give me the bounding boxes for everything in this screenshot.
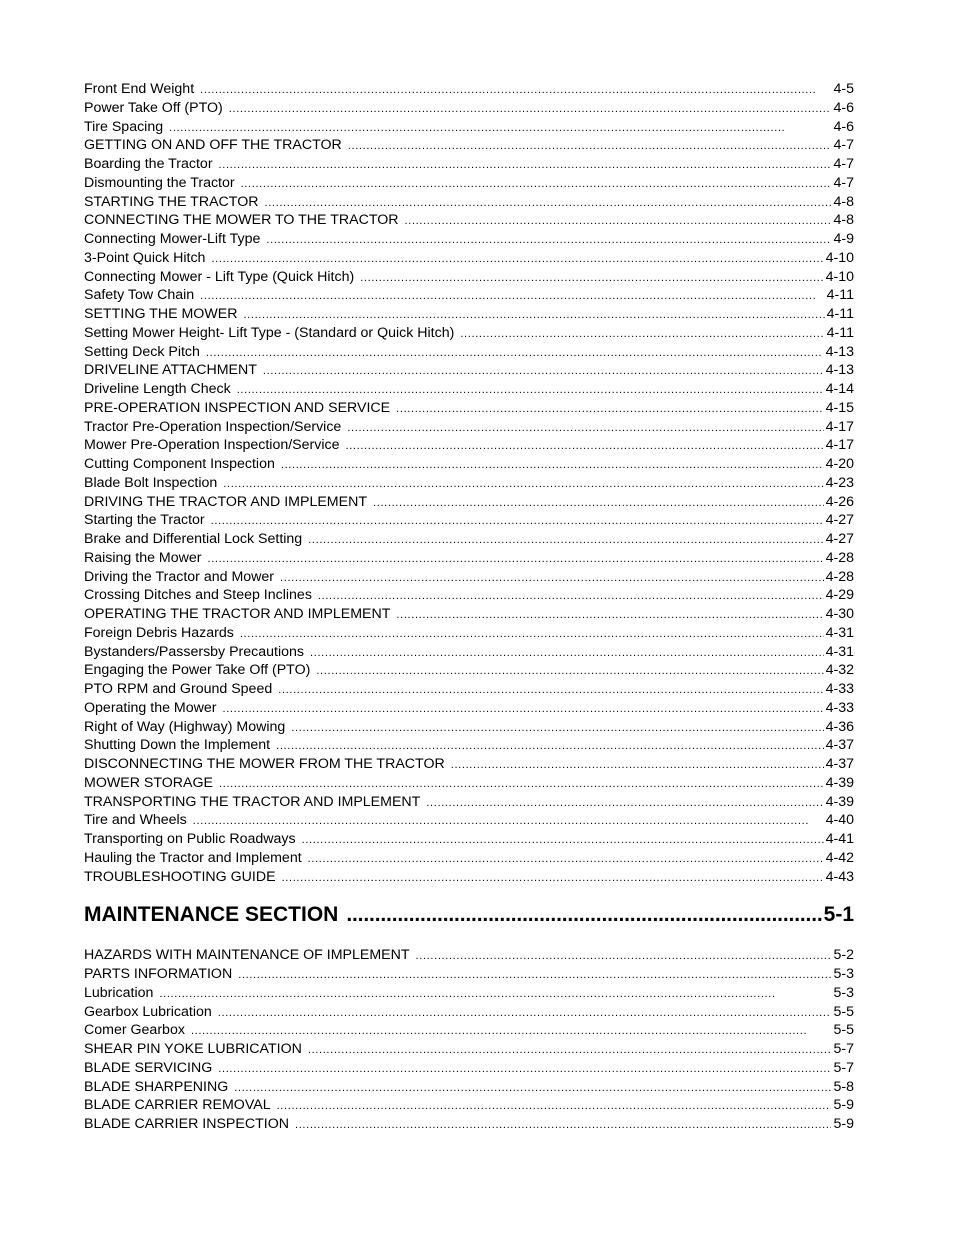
toc-entry-page-number: 4-13 <box>825 343 854 360</box>
toc-entry-page-number: 5-7 <box>833 1059 854 1076</box>
toc-entry-title: TROUBLESHOOTING GUIDE <box>84 868 276 885</box>
dot-leader <box>302 831 824 850</box>
dot-leader <box>193 812 824 831</box>
toc-entry-page-number: 4-7 <box>833 174 854 191</box>
toc-entry-title: Bystanders/Passersby Precautions <box>84 643 305 660</box>
dot-leader <box>451 756 824 775</box>
section-title: MAINTENANCE SECTION <box>84 903 339 927</box>
dot-leader <box>223 475 823 494</box>
dot-leader <box>282 869 824 888</box>
toc-entry-title: CONNECTING THE MOWER TO THE TRACTOR <box>84 212 399 229</box>
toc-entry-page-number: 4-37 <box>825 756 854 772</box>
toc-entry-page-number: 4-28 <box>825 568 854 585</box>
toc-entry-title: DISCONNECTING THE MOWER FROM THE TRACTOR <box>84 756 445 772</box>
toc-entry-page-number: 4-10 <box>825 249 854 266</box>
dot-leader <box>308 1041 832 1060</box>
toc-entry-title: Safety Tow Chain <box>84 287 195 304</box>
dot-leader <box>218 1004 832 1023</box>
toc-entry-title: Tractor Pre-Operation Inspection/Service <box>84 418 342 435</box>
toc-entry-title: Tire and Wheels <box>84 812 187 829</box>
toc-entry-title: BLADE CARRIER REMOVAL <box>84 1097 271 1114</box>
toc-entry-page-number: 4-11 <box>826 324 854 341</box>
toc-entry-page-number: 4-36 <box>825 718 854 735</box>
toc-entry-title: OPERATING THE TRACTOR AND IMPLEMENT <box>84 606 391 622</box>
toc-entry-page-number: 4-13 <box>825 362 854 379</box>
toc-entry-page-number: 4-6 <box>833 118 854 135</box>
toc-entry[interactable] <box>84 230 854 249</box>
toc-entry-title: Connecting Mower-Lift Type <box>84 231 261 247</box>
toc-entry[interactable] <box>84 755 854 774</box>
dot-leader <box>219 775 824 794</box>
dot-leader <box>263 362 824 381</box>
toc-entry-title: Foreign Debris Hazards <box>84 624 234 641</box>
toc-entry-page-number: 4-31 <box>825 624 854 641</box>
toc-entry[interactable] <box>84 118 854 137</box>
toc-entry-page-number: 4-6 <box>833 99 854 116</box>
toc-entry-page-number: 4-27 <box>825 531 854 547</box>
toc-entry-page-number: 4-20 <box>825 456 854 472</box>
toc-entry-title: Right of Way (Highway) Mowing <box>84 718 286 735</box>
toc-entry-title: PTO RPM and Ground Speed <box>84 681 273 697</box>
toc-entry[interactable] <box>84 811 854 830</box>
toc-entry-title: Dismounting the Tractor <box>84 174 235 191</box>
dot-leader <box>238 966 831 985</box>
toc-entry[interactable] <box>84 680 854 699</box>
toc-entry-title: Engaging the Power Take Off (PTO) <box>84 662 311 679</box>
toc-entry-title: Transporting on Public Roadways <box>84 831 296 847</box>
toc-entry[interactable] <box>84 530 854 549</box>
toc-entry-title: Boarding the Tractor <box>84 156 213 172</box>
dot-leader <box>348 137 832 156</box>
toc-entry-title: BLADE SERVICING <box>84 1059 213 1076</box>
toc-entry-title: Crossing Ditches and Steep Inclines <box>84 587 312 604</box>
toc-entry-title: Comer Gearbox <box>84 1022 185 1039</box>
toc-entry[interactable] <box>84 868 854 887</box>
toc-entry-page-number: 5-2 <box>833 947 854 964</box>
dot-leader <box>211 512 824 531</box>
toc-entry-page-number: 4-8 <box>833 193 854 210</box>
toc-entry-page-number: 4-14 <box>825 381 854 397</box>
toc-entry-page-number: 4-43 <box>825 868 854 885</box>
toc-entry-page-number: 4-9 <box>833 231 854 247</box>
dot-leader <box>264 194 831 213</box>
toc-entry-title: BLADE SHARPENING <box>84 1078 229 1095</box>
toc-entry-page-number: 4-7 <box>833 137 854 154</box>
toc-entry[interactable] <box>84 1040 854 1059</box>
toc-entry-title: PARTS INFORMATION <box>84 966 233 982</box>
dot-leader <box>347 419 823 438</box>
toc-entry-page-number: 4-42 <box>825 849 854 866</box>
dot-leader <box>222 700 823 719</box>
dot-leader <box>278 681 823 700</box>
dot-leader <box>234 1079 831 1098</box>
dot-leader <box>237 381 824 400</box>
toc-entry-title: Tire Spacing <box>84 118 164 135</box>
toc-entry-title: Lubrication <box>84 984 154 1001</box>
toc-entry-page-number: 4-27 <box>825 512 854 529</box>
toc-entry-title: Connecting Mower - Lift Type (Quick Hitch) <box>84 268 355 285</box>
toc-entry-page-number: 4-26 <box>825 493 854 510</box>
toc-entry-title: Starting the Tractor <box>84 512 205 529</box>
toc-entry[interactable] <box>84 984 854 1003</box>
dot-leader <box>169 119 831 138</box>
dot-leader <box>396 606 823 625</box>
toc-list-maintenance <box>84 946 854 1134</box>
toc-entry-title: Shutting Down the Implement <box>84 737 271 754</box>
toc-entry-title: Gearbox Lubrication <box>84 1003 212 1020</box>
dot-leader <box>405 212 832 231</box>
toc-entry[interactable] <box>84 493 854 512</box>
toc-entry[interactable] <box>84 511 854 530</box>
toc-entry[interactable] <box>84 661 854 680</box>
dot-leader <box>277 1097 832 1116</box>
dot-leader <box>308 531 823 550</box>
dot-leader <box>200 81 831 100</box>
dot-leader <box>346 437 824 456</box>
toc-entry-title: Setting Deck Pitch <box>84 343 200 360</box>
toc-entry[interactable] <box>84 605 854 624</box>
toc-entry[interactable] <box>84 793 854 812</box>
dot-leader <box>346 901 821 929</box>
toc-entry-page-number: 4-39 <box>825 774 854 791</box>
toc-entry-page-number: 4-17 <box>825 418 854 435</box>
section-page-number: 5-1 <box>823 903 854 927</box>
dot-leader <box>276 737 823 756</box>
toc-entry-page-number: 5-9 <box>833 1116 854 1132</box>
toc-entry-page-number: 4-11 <box>826 287 854 304</box>
dot-leader <box>360 269 823 288</box>
toc-entry[interactable] <box>84 305 854 324</box>
toc-entry[interactable] <box>84 736 854 755</box>
toc-entry[interactable] <box>84 568 854 587</box>
dot-leader <box>191 1022 832 1041</box>
toc-entry[interactable] <box>84 324 854 343</box>
toc-entry-page-number: 4-40 <box>825 812 854 829</box>
toc-entry-page-number: 4-39 <box>825 793 854 810</box>
toc-entry-title: Hauling the Tractor and Implement <box>84 849 302 866</box>
toc-entry-title: Power Take Off (PTO) <box>84 99 223 116</box>
toc-entry[interactable] <box>84 99 854 118</box>
toc-entry-page-number: 4-33 <box>825 681 854 697</box>
dot-leader <box>206 344 824 363</box>
toc-entry-page-number: 4-32 <box>825 662 854 679</box>
toc-entry[interactable] <box>84 361 854 380</box>
toc-entry-page-number: 4-33 <box>825 699 854 716</box>
toc-entry[interactable] <box>84 268 854 287</box>
toc-entry-title: Driveline Length Check <box>84 381 231 397</box>
toc-entry-page-number: 4-15 <box>825 399 854 416</box>
toc-entry-title: GETTING ON AND OFF THE TRACTOR <box>84 137 342 154</box>
dot-leader <box>159 985 831 1004</box>
dot-leader <box>219 156 832 175</box>
toc-entry[interactable] <box>84 643 854 662</box>
dot-leader <box>316 662 823 681</box>
toc-entry-title: BLADE CARRIER INSPECTION <box>84 1116 289 1132</box>
dot-leader <box>308 850 824 869</box>
toc-entry[interactable] <box>84 249 854 268</box>
toc-entry-title: STARTING THE TRACTOR <box>84 193 259 210</box>
toc-entry-title: Front End Weight <box>84 81 195 97</box>
dot-leader <box>416 947 832 966</box>
toc-entry-page-number: 4-5 <box>833 81 854 97</box>
toc-entry[interactable] <box>84 1115 854 1134</box>
toc-entry-page-number: 4-8 <box>833 212 854 229</box>
toc-entry-title: Operating the Mower <box>84 699 217 716</box>
dot-leader <box>229 100 832 119</box>
toc-entry[interactable] <box>84 399 854 418</box>
table-of-contents-page <box>84 80 854 1134</box>
dot-leader <box>240 625 824 644</box>
toc-entry-page-number: 5-9 <box>833 1097 854 1114</box>
toc-entry[interactable] <box>84 80 854 99</box>
toc-entry-page-number: 4-7 <box>833 156 854 172</box>
toc-entry[interactable] <box>84 549 854 568</box>
toc-entry[interactable] <box>84 1003 854 1022</box>
toc-entry-title: Brake and Differential Lock Setting <box>84 531 303 547</box>
maintenance-section-heading[interactable] <box>84 901 854 929</box>
dot-leader <box>396 400 823 419</box>
toc-entry[interactable] <box>84 774 854 793</box>
toc-list-operation <box>84 80 854 886</box>
dot-leader <box>241 175 832 194</box>
toc-entry[interactable] <box>84 286 854 305</box>
toc-entry-title: Mower Pre-Operation Inspection/Service <box>84 437 340 454</box>
toc-entry-page-number: 4-28 <box>825 549 854 566</box>
dot-leader <box>295 1116 832 1135</box>
toc-entry-page-number: 4-31 <box>825 643 854 660</box>
dot-leader <box>291 719 823 738</box>
toc-entry-page-number: 5-3 <box>833 966 854 982</box>
toc-entry-title: SETTING THE MOWER <box>84 306 238 322</box>
dot-leader <box>280 569 824 588</box>
toc-entry-page-number: 4-23 <box>825 474 854 491</box>
toc-entry[interactable] <box>84 946 854 965</box>
toc-entry-page-number: 4-37 <box>825 737 854 754</box>
toc-entry-title: PRE-OPERATION INSPECTION AND SERVICE <box>84 399 391 416</box>
toc-entry-page-number: 4-41 <box>825 831 854 847</box>
toc-entry-page-number: 4-10 <box>825 268 854 285</box>
toc-entry-title: HAZARDS WITH MAINTENANCE OF IMPLEMENT <box>84 947 410 964</box>
toc-entry-title: Cutting Component Inspection <box>84 456 275 472</box>
dot-leader <box>208 550 824 569</box>
toc-entry-page-number: 4-11 <box>826 306 854 322</box>
toc-entry-page-number: 5-3 <box>833 984 854 1001</box>
toc-entry[interactable] <box>84 1059 854 1078</box>
dot-leader <box>243 306 824 325</box>
toc-entry[interactable] <box>84 343 854 362</box>
toc-entry[interactable] <box>84 849 854 868</box>
toc-entry-title: Setting Mower Height- Lift Type - (Standard or Quick Hitch) <box>84 324 455 341</box>
toc-entry[interactable] <box>84 474 854 493</box>
dot-leader <box>211 250 823 269</box>
toc-entry[interactable] <box>84 1021 854 1040</box>
toc-entry[interactable] <box>84 193 854 212</box>
toc-entry[interactable] <box>84 155 854 174</box>
dot-leader <box>200 287 825 306</box>
toc-entry-page-number: 5-7 <box>833 1041 854 1057</box>
toc-entry-page-number: 4-17 <box>825 437 854 454</box>
toc-entry-title: Raising the Mower <box>84 549 202 566</box>
toc-entry[interactable] <box>84 624 854 643</box>
toc-entry[interactable] <box>84 211 854 230</box>
toc-entry[interactable] <box>84 436 854 455</box>
dot-leader <box>266 231 831 250</box>
toc-entry[interactable] <box>84 380 854 399</box>
toc-entry[interactable] <box>84 455 854 474</box>
toc-entry-title: TRANSPORTING THE TRACTOR AND IMPLEMENT <box>84 793 421 810</box>
toc-entry-page-number: 4-30 <box>825 606 854 622</box>
toc-entry-title: Driving the Tractor and Mower <box>84 568 275 585</box>
toc-entry[interactable] <box>84 136 854 155</box>
dot-leader <box>373 494 824 513</box>
dot-leader <box>281 456 824 475</box>
toc-entry-title: DRIVELINE ATTACHMENT <box>84 362 257 379</box>
toc-entry[interactable] <box>84 965 854 984</box>
toc-entry-page-number: 5-5 <box>833 1003 854 1020</box>
dot-leader <box>318 587 824 606</box>
toc-entry-title: SHEAR PIN YOKE LUBRICATION <box>84 1041 302 1057</box>
toc-entry-title: Blade Bolt Inspection <box>84 474 218 491</box>
dot-leader <box>426 794 823 813</box>
toc-entry[interactable] <box>84 699 854 718</box>
toc-entry[interactable] <box>84 718 854 737</box>
toc-entry-page-number: 5-5 <box>833 1022 854 1039</box>
dot-leader <box>218 1060 831 1079</box>
toc-entry[interactable] <box>84 830 854 849</box>
toc-entry[interactable] <box>84 1078 854 1097</box>
toc-entry-title: MOWER STORAGE <box>84 774 214 791</box>
toc-entry-title: DRIVING THE TRACTOR AND IMPLEMENT <box>84 493 368 510</box>
toc-entry-page-number: 5-8 <box>833 1078 854 1095</box>
toc-entry[interactable] <box>84 418 854 437</box>
dot-leader <box>460 325 824 344</box>
toc-entry[interactable] <box>84 174 854 193</box>
dot-leader <box>310 644 824 663</box>
toc-entry[interactable] <box>84 586 854 605</box>
toc-entry[interactable] <box>84 1096 854 1115</box>
toc-entry-page-number: 4-29 <box>825 587 854 604</box>
toc-entry-title: 3-Point Quick Hitch <box>84 249 206 266</box>
